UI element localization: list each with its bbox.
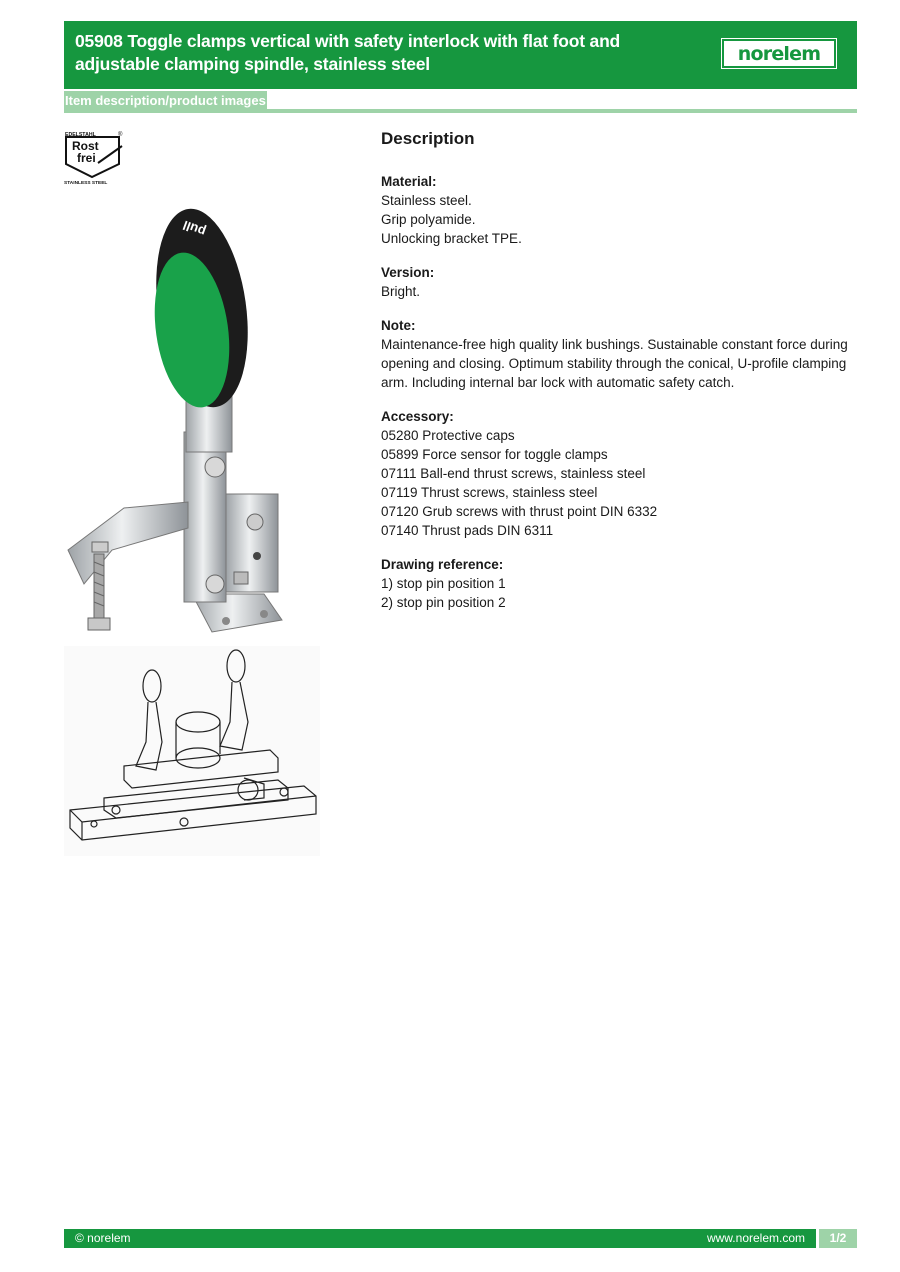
version-block [381,263,861,301]
badge-registered-mark: ® [118,132,123,138]
footer-website-link[interactable]: www.norelem.com [706,1231,805,1245]
version-label: Version: [381,265,435,280]
application-drawing [64,646,320,856]
logo-text: norelem [737,42,821,65]
footer-copyright: © norelem [75,1231,131,1245]
accessory-item: 07140 Thrust pads DIN 6311 [381,523,554,538]
version-line: Bright. [381,284,421,299]
page-header [64,21,857,89]
product-title: 05908 Toggle clamps vertical with safety interlock with flat foot and adjustable clamping spindle, stainless steel [75,31,621,74]
material-block [381,172,861,248]
accessory-item: 05280 Protective caps [381,428,515,443]
material-line: Stainless steel. [381,193,472,208]
drawing-reference-label: Drawing reference: [381,557,504,572]
description-title: Description [381,129,475,148]
note-block [381,316,861,392]
accessory-block [381,407,861,540]
description-panel [381,128,861,627]
badge-bottom-text: STAINLESS STEEL [64,181,108,186]
section-label: Item description/product images [64,91,267,111]
accessory-item: 07120 Grub screws with thrust point DIN 6332 [381,504,658,519]
drawing-reference-item: 1) stop pin position 1 [381,576,506,591]
drawing-reference-block [381,555,861,612]
accessory-item: 07111 Ball-end thrust screws, stainless steel [381,466,646,481]
material-line: Unlocking bracket TPE. [381,231,522,246]
material-line: Grip polyamide. [381,212,476,227]
material-label: Material: [381,174,437,189]
grip-label: pull [180,217,208,240]
accessory-item: 07119 Thrust screws, stainless steel [381,485,598,500]
note-text: Maintenance-free high quality link bushings. Sustainable constant force during opening and closing. Optimum stability through the conical, U-profile clamping arm. Including internal bar lock with automatic safety catch. [381,337,848,390]
badge-line1: Rost [72,139,99,153]
norelem-logo [722,39,836,68]
page-number: 1/2 [819,1229,857,1248]
accessory-item: 05899 Force sensor for toggle clamps [381,447,608,462]
accessory-label: Accessory: [381,409,454,424]
drawing-reference-item: 2) stop pin position 2 [381,595,506,610]
stainless-steel-badge [64,130,126,186]
note-label: Note: [381,318,416,333]
page-footer [64,1229,857,1248]
badge-top-text: EDELSTAHL [65,132,96,138]
product-photo [64,202,294,640]
badge-line2: frei [77,151,96,165]
